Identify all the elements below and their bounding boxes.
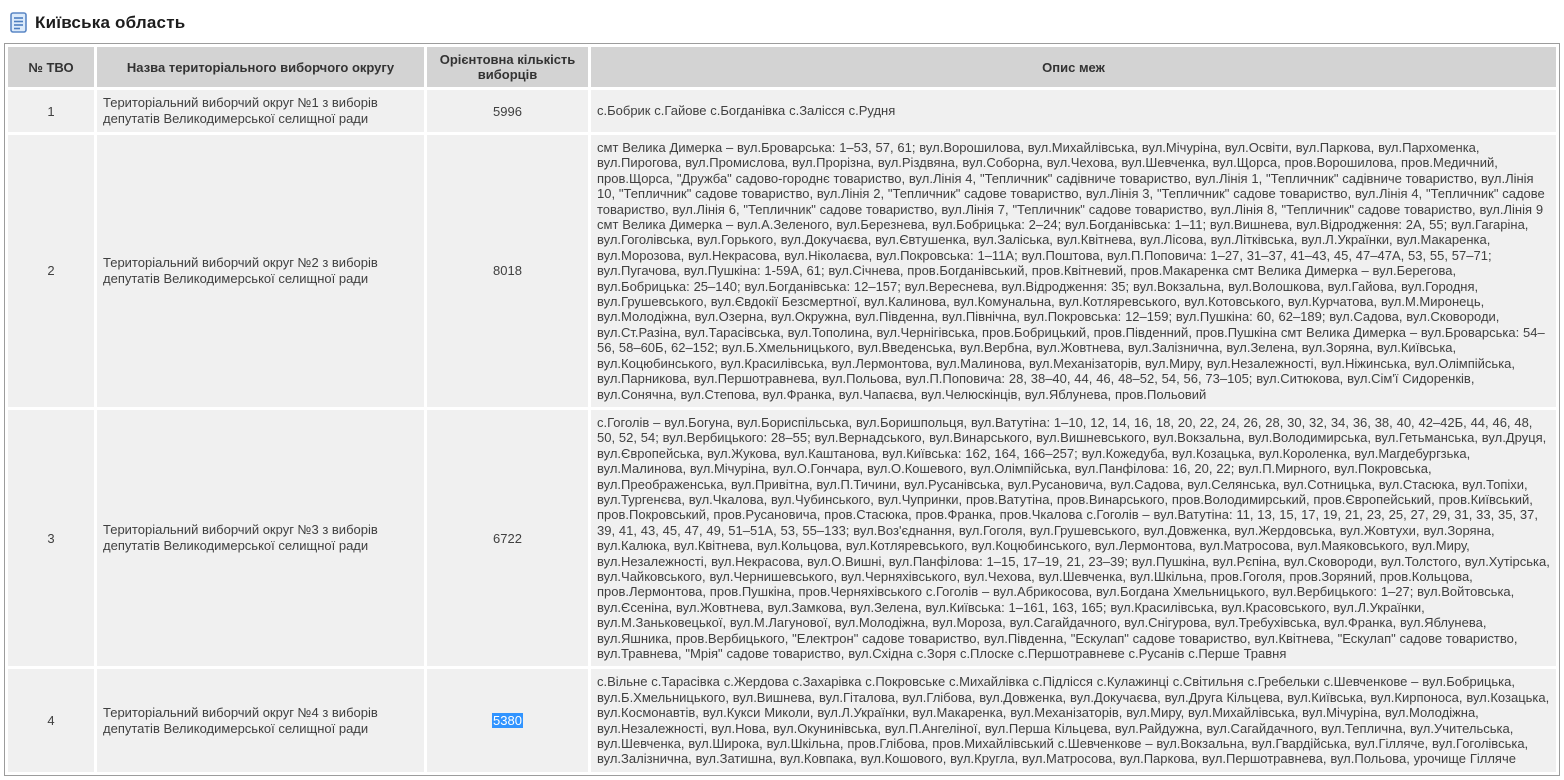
- table-row: [8, 410, 1556, 667]
- district-name: Територіальний виборчий округ №2 з виборів депутатів Великодимерської селищної ради: [97, 135, 424, 407]
- table-row: [8, 90, 1556, 132]
- boundaries-description: с.Вільне с.Тарасівка с.Жердова с.Захарівка с.Покровське с.Михайлівка с.Підлісся с.Кулажинці с.Світильня с.Гребельки с.Шевченкове – вул.Бобрицька, вул.Б.Хмельницького, вул.Вишнева, вул.Гіталова, вул.Глібова, вул.Довженка, вул.Докучаєва, вул.Друга Кільцева, вул.Київська, вул.Кирпоноса, вул.Козацька, вул.Космонавтів, вул.Кукси Миколи, вул.Л.Українки, вул.Макаренка, вул.Механізаторів, вул.Миру, вул.Михайлівська, вул.Мічуріна, вул.Молодіжна, вул.Незалежності, вул.Нова, вул.Окунинівська, вул.П.Ангеліної, вул.Перша Кільцева, вул.Райдужна, вул.Сагайдачного, вул.Теплична, вул.Учительська, вул.Шевченка, вул.Широка, вул.Шкільна, пров.Глібова, пров.Михайлівський с.Шевченкове – вул.Вокзальна, вул.Гвардійська, вул.Гілляче, вул.Гоголівська, вул.Залізнична, вул.Затишна, вул.Ковпака, вул.Кошового, вул.Кругла, вул.Матросова, вул.Паркова, вул.Першотравнева, вул.Польова, урочище Гілляче: [591, 669, 1556, 771]
- tvo-number: 1: [8, 90, 94, 132]
- voters-value: 6722: [493, 530, 522, 546]
- column-header-district-name: Назва територіального виборчого округу: [97, 47, 424, 87]
- table-row: [8, 669, 1556, 771]
- voters-value-selected[interactable]: 5380: [493, 713, 522, 729]
- document-icon: [10, 12, 27, 33]
- district-name: Територіальний виборчий округ №3 з виборів депутатів Великодимерської селищної ради: [97, 410, 424, 667]
- voter-count: [427, 669, 588, 771]
- column-header-voter-count: Орієнтовна кількість виборців: [427, 47, 588, 87]
- voter-count: [427, 135, 588, 407]
- table-row: [8, 135, 1556, 407]
- column-header-boundaries: Опис меж: [591, 47, 1556, 87]
- tvo-number: 4: [8, 669, 94, 771]
- page-title: Київська область: [35, 12, 186, 32]
- boundaries-description: смт Велика Димерка – вул.Броварська: 1–53, 57, 61; вул.Ворошилова, вул.Михайлівська, вул.Мічуріна, вул.Освіти, вул.Паркова, вул.Пархоменка, вул.Пирогова, вул.Промислова, вул.Прорізна, вул.Різдвяна, вул.Соборна, вул.Чехова, вул.Шевченка, вул.Щорса, пров.Ворошилова, пров.Медичний, пров.Щорса, "Дружба" садово-городнє товариство, вул.Лінія 4, "Тепличник" садівниче товариство, вул.Лінія 1, "Тепличник" садівниче товариство, вул.Лінія 10, "Тепличник" садове товариство, вул.Лінія 2, "Тепличник" садове товариство, вул.Лінія 3, "Тепличник" садове товариство, вул.Лінія 4, "Тепличник" садове товариство, вул.Лінія 6, "Тепличник" садове товариство, вул.Лінія 7, "Тепличник" садове товариство, вул.Лінія 8, "Тепличник" садове товариство, вул.Лінія 9 смт Велика Димерка – вул.А.Зеленого, вул.Березнева, вул.Бобрицька: 2–24; вул.Богданівська: 1–11; вул.Вишнева, вул.Відродження: 2А, 55; вул.Гагаріна, вул.Гоголівська, вул.Горького, вул.Докучаєва, вул.Євтушенка, вул.Заліська, вул.Квітнева, вул.Лісова, вул.Літківська, вул.Л.Українки, вул.Макаренка, вул.Морозова, вул.Некрасова, вул.Ніколаєва, вул.Покровська: 1–11А; вул.Поштова, вул.П.Поповича: 1–27, 31–37, 41–43, 45, 47–47А, 53, 55, 57–71; вул.Пугачова, вул.Пушкіна: 1-59А, 61; вул.Січнева, пров.Богданівський, пров.Квітневий, пров.Макаренка смт Велика Димерка – вул.Берегова, вул.Бобрицька: 25–140; вул.Богданівська: 12–157; вул.Вереснева, вул.Відродження: 35; вул.Вокзальна, вул.Волошкова, вул.Гайова, вул.Городня, вул.Грушевського, вул.Євдокії Безсмертної, вул.Калинова, вул.Комунальна, вул.Котляревського, вул.Котовського, вул.Курчатова, вул.М.Миронець, вул.Молодіжна, вул.Озерна, вул.Окружна, вул.Південна, вул.Північна, вул.Покровська: 12–159; вул.Пушкіна: 60, 62–189; вул.Садова, вул.Сковороди, вул.Ст.Разіна, вул.Тарасівська, вул.Тополина, вул.Чернігівська, пров.Бобрицький, пров.Південний, пров.Пушкіна смт Велика Димерка – вул.Броварська: 54–56, 58–60Б, 62–152; вул.Б.Хмельницького, вул.Введенська, вул.Вербна, вул.Жовтнева, вул.Залізнична, вул.Зелена, вул.Зоряна, вул.Київська, вул.Коцюбинського, вул.Красилівська, вул.Лермонтова, вул.Малинова, вул.Механізаторів, вул.Миру, вул.Незалежності, вул.Ніжинська, вул.Олімпійська, вул.Парникова, вул.Першотравнева, вул.Польова, вул.П.Поповича: 28, 38–40, 44, 46, 48–52, 54, 56, 73–105; вул.Ситюкова, вул.Сім'ї Сидоренків, вул.Сонячна, вул.Степова, вул.Франка, вул.Чапаєва, вул.Челюскінців, вул.Яблунева, пров.Польовий: [591, 135, 1556, 407]
- tvo-number: 3: [8, 410, 94, 667]
- tvo-number: 2: [8, 135, 94, 407]
- voters-value: 5996: [493, 103, 522, 119]
- voter-count: [427, 410, 588, 667]
- district-name: Територіальний виборчий округ №1 з виборів депутатів Великодимерської селищної ради: [97, 90, 424, 132]
- districts-table: [4, 43, 1560, 776]
- district-name: Територіальний виборчий округ №4 з виборів депутатів Великодимерської селищної ради: [97, 669, 424, 771]
- boundaries-description: с.Бобрик с.Гайове с.Богданівка с.Залісся с.Рудня: [591, 90, 1556, 132]
- column-header-tvo-number: № ТВО: [8, 47, 94, 87]
- boundaries-description: с.Гоголів – вул.Богуна, вул.Бориспільська, вул.Боришпольця, вул.Ватутіна: 1–10, 12, 14, 16, 18, 20, 22, 24, 26, 28, 30, 32, 34, 36, 38, 40, 42–42Б, 44, 46, 48, 50, 52, 54; вул.Вербицького: 28–55; вул.Вернадського, вул.Винарського, вул.Вишневського, вул.Вокзальна, вул.Володимирська, вул.Гетьманська, вул.Друця, вул.Європейська, вул.Жукова, вул.Каштанова, вул.Київська: 162, 164, 166–257; вул.Кожедуба, вул.Козацька, вул.Короленка, вул.Магдебургзька, вул.Малинова, вул.Мічуріна, вул.О.Гончара, вул.О.Кошевого, вул.Олімпійська, вул.Панфілова: 16, 20, 22; вул.П.Мирного, вул.Покровська, вул.Преображенська, вул.Привітна, вул.П.Тичини, вул.Русанівська, вул.Русановича, вул.Садова, вул.Селянська, вул.Сотницька, вул.Стасюка, вул.Топіхи, вул.Тургенєва, вул.Чкалова, вул.Чубинського, вул.Чупринки, пров.Ватутіна, пров.Винарського, пров.Володимирський, пров.Європейський, пров.Київський, пров.Покровський, пров.Русановича, пров.Стасюка, пров.Франка, пров.Чкалова с.Гоголів – вул.Ватутіна: 11, 13, 15, 17, 19, 21, 23, 25, 27, 29, 31, 33, 35, 37, 39, 41, 43, 45, 47, 49, 51–51А, 53, 55–133; вул.Воз'єднання, вул.Гоголя, вул.Грушевського, вул.Довженка, вул.Жердовська, вул.Жовтухи, вул.Зоряна, вул.Калюка, вул.Квітнева, вул.Кольцова, вул.Котляревського, вул.Коцюбинського, вул.Лермонтова, вул.Матросова, вул.Маяковського, вул.Миру, вул.Незалежності, вул.Некрасова, вул.О.Вишні, вул.Панфілова: 1–15, 17–19, 21, 23–39; вул.Пушкіна, вул.Рєпіна, вул.Сковороди, вул.Толстого, вул.Хутірська, вул.Чайковського, вул.Чернишевського, вул.Черняхівського, вул.Чехова, вул.Шевченка, вул.Шкільна, пров.Гоголя, пров.Зоряний, пров.Кольцова, пров.Лермонтова, пров.Пушкіна, пров.Черняхівського с.Гоголів – вул.Абрикосова, вул.Богдана Хмельницького, вул.Вербицького: 1–27; вул.Войтовська, вул.Єсеніна, вул.Жовтнева, вул.Замкова, вул.Зелена, вул.Київська: 1–161, 163, 165; вул.Красилівська, вул.Красовського, вул.Л.Українки, вул.М.Заньковецької, вул.М.Лагунової, вул.Молодіжна, вул.Мороза, вул.Сагайдачного, вул.Снігурова, вул.Требухівська, вул.Франка, вул.Яблунева, вул.Яшника, пров.Вербицького, "Електрон" садове товариство, вул.Південна, "Ескулап" садове товариство, вул.Квітнева, "Ескулап" садове товариство, вул.Травнева, "Мрія" садове товариство, вул.Східна с.Зоря с.Плоске с.Першотравневе с.Русанів с.Перше Травня: [591, 410, 1556, 667]
- voter-count: [427, 90, 588, 132]
- table-header-row: [8, 47, 1556, 87]
- region-title-bar: [4, 4, 1560, 43]
- voters-value: 8018: [493, 263, 522, 279]
